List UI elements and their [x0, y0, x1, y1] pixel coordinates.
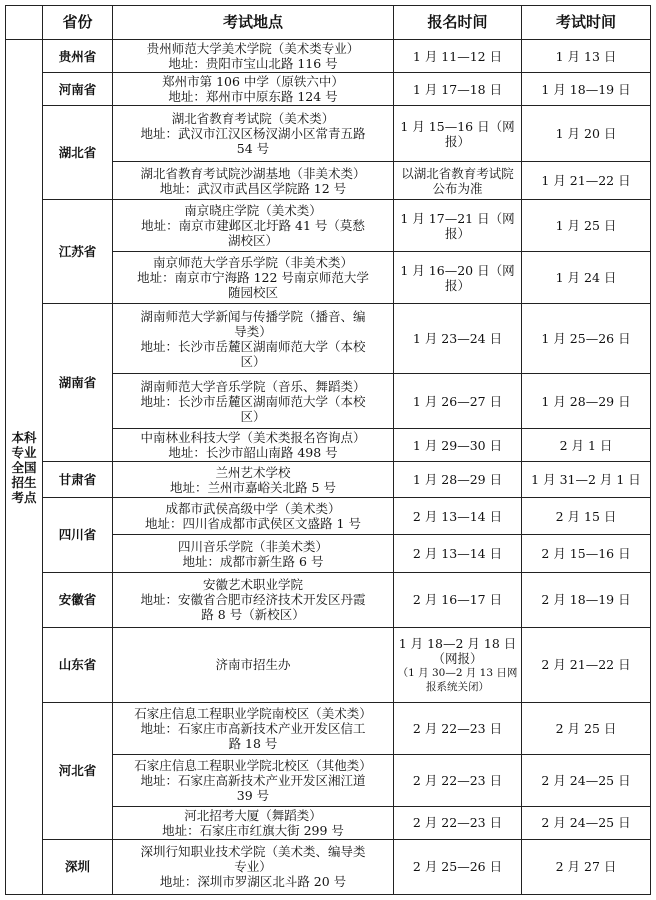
- location-line: 地址：武汉市江汉区杨汊湖小区常青五路: [140, 126, 366, 142]
- location-cell: [113, 304, 394, 374]
- exam-time-cell: 1 月 20 日: [522, 106, 651, 162]
- location-line: 地址：南京市建邺区北圩路 41 号（莫愁: [141, 218, 365, 234]
- location-line: 54 号: [236, 141, 270, 157]
- location-cell: [113, 162, 394, 200]
- location-cell: [113, 374, 394, 429]
- location-cell: [113, 429, 394, 462]
- register-time-cell: [394, 374, 522, 429]
- province-cell: 甘肃省: [43, 462, 113, 498]
- register-time-cell: [394, 40, 522, 73]
- province-cell: 贵州省: [43, 40, 113, 73]
- header-register-time: 报名时间: [394, 6, 522, 40]
- location-line: 湖南师范大学音乐学院（音乐、舞蹈类）: [140, 378, 366, 394]
- table-row: [6, 839, 651, 894]
- province-cell: 四川省: [43, 498, 113, 572]
- register-time: 1 月 11—12 日: [412, 48, 503, 64]
- exam-time-cell: 1 月 25—26 日: [522, 304, 651, 374]
- register-time-cell: [394, 252, 522, 304]
- location-cell: [113, 572, 394, 627]
- location-line: 区）: [240, 353, 266, 369]
- register-time: 2 月 22—23 日: [412, 720, 503, 736]
- location-cell: [113, 839, 394, 894]
- province-cell: 湖南省: [43, 304, 113, 462]
- location-cell: [113, 702, 394, 754]
- register-time: 2 月 13—14 日: [412, 508, 503, 524]
- location-line: 南京师范大学音乐学院（非美术类）: [152, 255, 353, 271]
- category-cell: 本科专业全国招生考点: [6, 40, 43, 895]
- location-line: 路 8 号（新校区）: [201, 607, 305, 623]
- table-row: [6, 73, 651, 106]
- location-line: 地址：武汉市武昌区学院路 12 号: [159, 180, 347, 196]
- register-time: 1 月 17—18 日: [412, 81, 503, 97]
- location-cell: [113, 252, 394, 304]
- location-line: 中南林业科技大学（美术类报名咨询点）: [140, 430, 366, 446]
- location-cell: [113, 73, 394, 106]
- table-row: [6, 106, 651, 162]
- location-line: 随园校区: [227, 285, 278, 301]
- table-row: [6, 498, 651, 535]
- register-note: （1 月 30—2 月 13 日网报系统关闭）: [397, 666, 518, 693]
- register-time: 2 月 13—14 日: [412, 546, 503, 561]
- location-line: 兰州艺术学校: [215, 464, 291, 480]
- location-line: 专业）: [234, 859, 272, 875]
- province-cell: 山东省: [43, 627, 113, 702]
- location-cell: [113, 106, 394, 162]
- exam-time-cell: 2 月 27 日: [522, 839, 651, 894]
- table-row: [6, 462, 651, 498]
- register-time-cell: [394, 462, 522, 498]
- location-line: 地址：长沙市岳麓区湖南师范大学（本校: [140, 393, 366, 409]
- location-line: 地址：深圳市罗湖区北斗路 20 号: [159, 874, 347, 890]
- location-line: 地址：四川省成都市武侯区文盛路 1 号: [145, 516, 361, 532]
- register-time-cell: [394, 498, 522, 535]
- category-header-cell: [6, 6, 43, 40]
- location-line: 地址：石家庄市红旗大街 299 号: [162, 822, 344, 838]
- register-time-cell: [394, 839, 522, 894]
- location-line: 路 18 号: [228, 735, 278, 751]
- table-row: [6, 627, 651, 702]
- location-cell: [113, 200, 394, 252]
- register-time-cell: [394, 806, 522, 839]
- register-time: 1 月 26—27 日: [412, 393, 503, 409]
- location-line: 石家庄信息工程职业学院北校区（其他类）: [134, 757, 372, 773]
- location-line: 导类）: [234, 323, 272, 339]
- register-time-cell: [394, 304, 522, 374]
- header-province: 省份: [43, 6, 113, 40]
- table-row: [6, 40, 651, 73]
- header-row: [6, 6, 651, 40]
- location-line: 湖南师范大学新闻与传播学院（播音、编: [140, 308, 366, 324]
- location-line: 地址：贵阳市宝山北路 116 号: [168, 56, 338, 72]
- exam-time-cell: 2 月 15 日: [522, 498, 651, 535]
- register-time-cell: [394, 535, 522, 572]
- location-cell: [113, 806, 394, 839]
- location-line: 南京晓庄学院（美术类）: [184, 203, 322, 219]
- province-cell: 河南省: [43, 73, 113, 106]
- province-cell: 深圳: [43, 839, 113, 894]
- table-row: [6, 702, 651, 754]
- location-cell: [113, 40, 394, 73]
- location-line: 济南市招生办: [215, 657, 291, 673]
- location-line: 地址：安徽省合肥市经济技术开发区丹霞: [140, 592, 366, 608]
- header-exam-time: 考试时间: [522, 6, 651, 40]
- header-location: 考试地点: [113, 6, 394, 40]
- register-time-cell: [394, 702, 522, 754]
- register-time: 1 月 29—30 日: [412, 437, 503, 453]
- location-line: 湖校区）: [227, 233, 278, 249]
- province-cell: 湖北省: [43, 106, 113, 200]
- location-line: 郑州市第 106 中学（原铁六中）: [162, 74, 344, 90]
- register-time-cell: [394, 73, 522, 106]
- location-line: 湖北省教育考试院沙湖基地（非美术类）: [140, 165, 366, 181]
- location-line: 安徽艺术职业学院: [202, 577, 303, 593]
- table-row: [6, 572, 651, 627]
- exam-time-cell: 1 月 13 日: [522, 40, 651, 73]
- register-time: 1 月 16—20 日（网报）: [400, 262, 515, 293]
- location-line: 地址：石家庄高新技术产业开发区湘江道: [140, 772, 366, 788]
- register-time: 1 月 28—29 日: [412, 472, 503, 488]
- register-time: 2 月 22—23 日: [412, 772, 503, 788]
- location-cell: [113, 627, 394, 702]
- location-line: 地址：长沙市韶山南路 498 号: [168, 445, 338, 461]
- location-line: 区）: [240, 408, 266, 424]
- exam-time-cell: 1 月 18—19 日: [522, 73, 651, 106]
- register-time: 2 月 25—26 日: [412, 859, 503, 875]
- province-cell: 河北省: [43, 702, 113, 839]
- register-time: 1 月 17—21 日（网报）: [400, 210, 515, 241]
- table-row: [6, 304, 651, 374]
- location-line: 地址：长沙市岳麓区湖南师范大学（本校: [140, 338, 366, 354]
- exam-time-cell: 2 月 25 日: [522, 702, 651, 754]
- exam-time-cell: 1 月 28—29 日: [522, 374, 651, 429]
- location-line: 地址：郑州市中原东路 124 号: [168, 89, 338, 105]
- exam-time-cell: 2 月 15—16 日: [522, 535, 651, 572]
- location-cell: [113, 754, 394, 806]
- location-line: 贵州师范大学美术学院（美术类专业）: [146, 41, 360, 57]
- location-line: 河北招考大厦（舞蹈类）: [184, 807, 322, 823]
- register-time: 1 月 18—2 月 18 日（网报）: [398, 635, 517, 666]
- register-time-cell: [394, 162, 522, 200]
- location-line: 四川音乐学院（非美术类）: [177, 538, 328, 554]
- location-line: 石家庄信息工程职业学院南校区（美术类）: [134, 705, 372, 721]
- location-line: 地址：成都市新生路 6 号: [182, 553, 324, 569]
- location-line: 地址：兰州市嘉峪关北路 5 号: [170, 479, 336, 495]
- location-line: 湖北省教育考试院（美术类）: [171, 111, 335, 127]
- location-cell: [113, 535, 394, 572]
- location-line: 地址：南京市宁海路 122 号南京师范大学: [137, 270, 369, 286]
- register-time-cell: [394, 200, 522, 252]
- exam-time-cell: 1 月 25 日: [522, 200, 651, 252]
- table-body: [6, 40, 651, 895]
- register-time: 2 月 22—23 日: [412, 815, 503, 831]
- register-time: 1 月 15—16 日（网报）: [400, 118, 515, 149]
- location-cell: [113, 498, 394, 535]
- exam-time-cell: 1 月 21—22 日: [522, 162, 651, 200]
- exam-time-cell: 2 月 24—25 日: [522, 754, 651, 806]
- province-cell: 安徽省: [43, 572, 113, 627]
- location-line: 地址：石家庄市高新技术产业开发区信工: [140, 720, 366, 736]
- register-time-cell: [394, 106, 522, 162]
- exam-time-cell: 2 月 24—25 日: [522, 806, 651, 839]
- exam-time-cell: 1 月 31—2 月 1 日: [522, 462, 651, 498]
- location-line: 39 号: [236, 787, 270, 803]
- table-row: [6, 200, 651, 252]
- province-cell: 江苏省: [43, 200, 113, 304]
- register-time-cell: [394, 429, 522, 462]
- exam-time-cell: 2 月 18—19 日: [522, 572, 651, 627]
- register-time-cell: [394, 627, 522, 702]
- exam-time-cell: 2 月 1 日: [522, 429, 651, 462]
- exam-time-cell: 1 月 24 日: [522, 252, 651, 304]
- register-time-cell: [394, 572, 522, 627]
- location-cell: [113, 462, 394, 498]
- location-line: 深圳行知职业技术学院（美术类、编导类: [140, 844, 366, 860]
- register-time: 1 月 23—24 日: [412, 331, 503, 347]
- register-time: 2 月 16—17 日: [412, 592, 503, 608]
- register-time: 以湖北省教育考试院公布为准: [401, 165, 514, 196]
- location-line: 成都市武侯高级中学（美术类）: [165, 501, 341, 517]
- exam-time-cell: 2 月 21—22 日: [522, 627, 651, 702]
- register-time-cell: [394, 754, 522, 806]
- exam-sites-table: [5, 5, 651, 895]
